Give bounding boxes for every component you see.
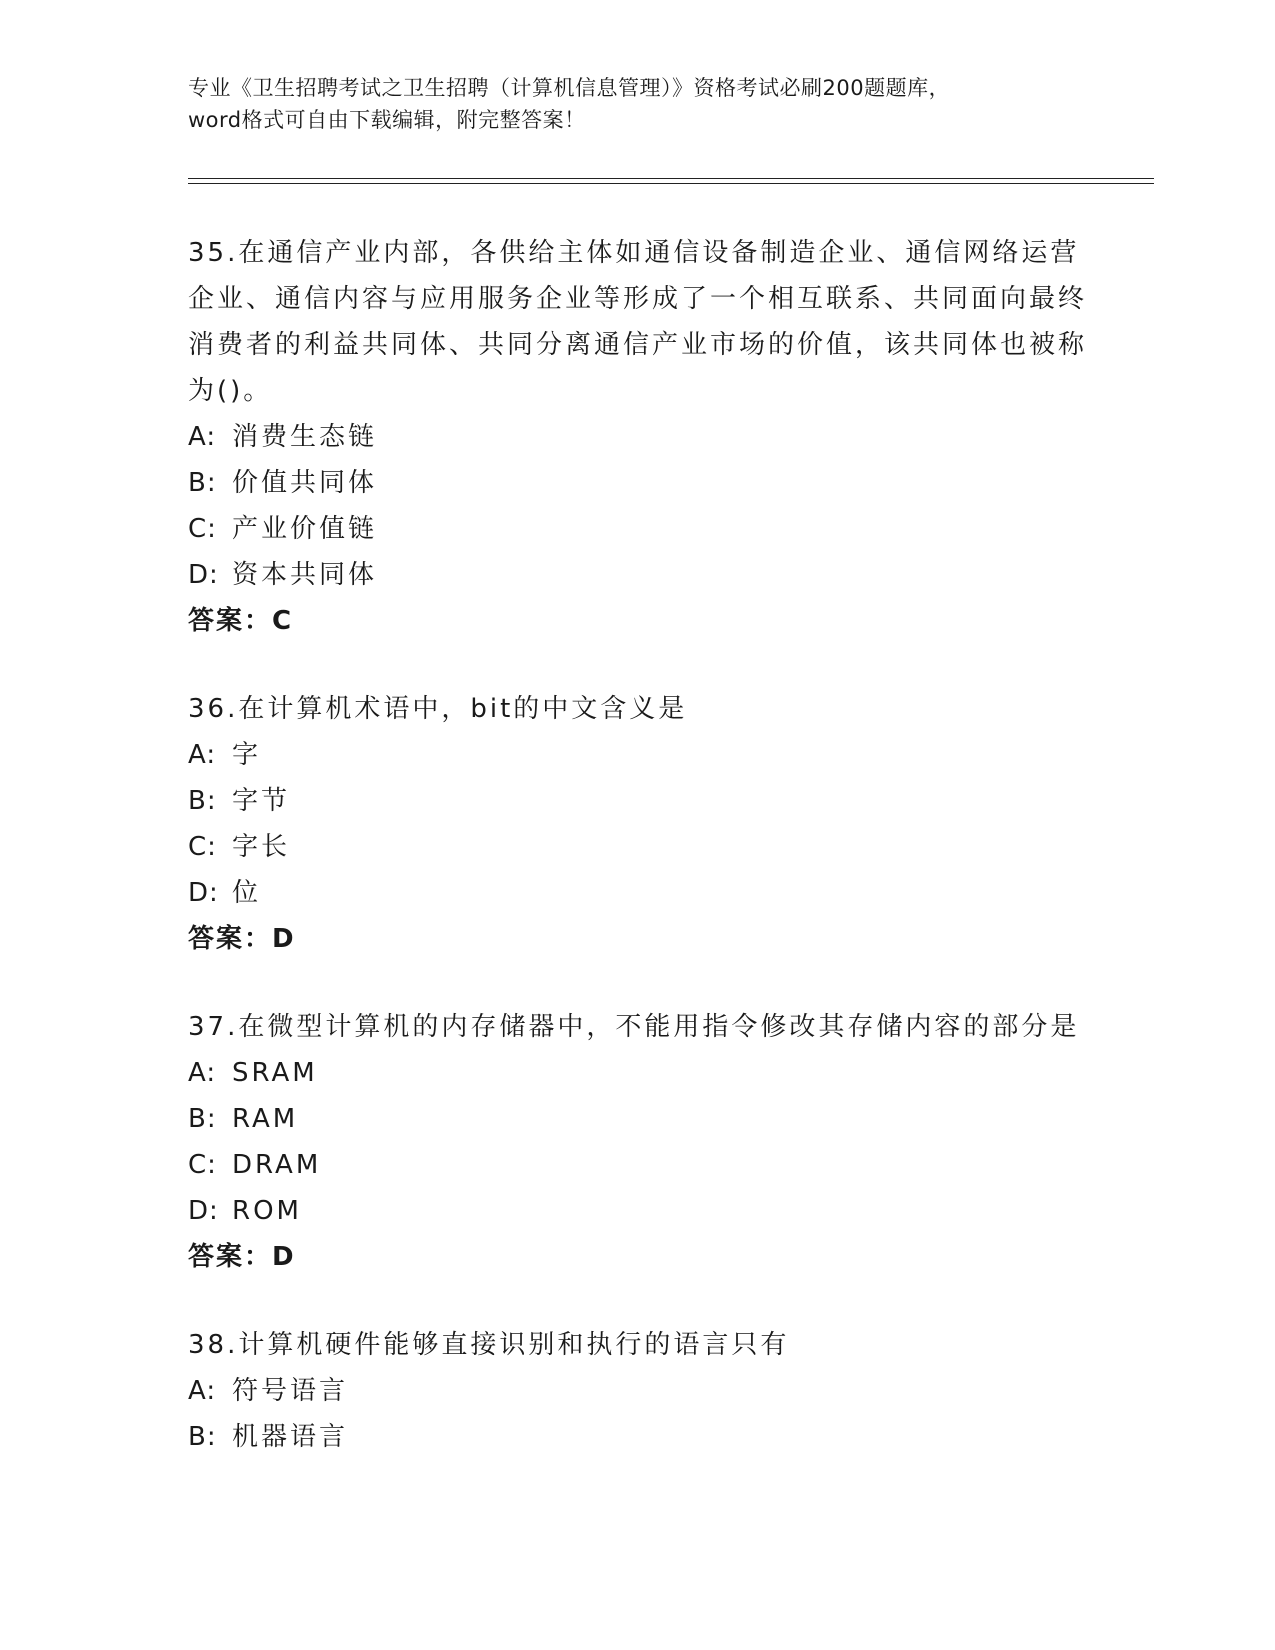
question-list [188, 230, 1088, 1502]
question-item [188, 1004, 1088, 1280]
option-text: 符号语言 [232, 1376, 349, 1406]
answer-line: 答案：D [188, 1242, 296, 1272]
option-text: 资本共同体 [232, 560, 378, 590]
option-letter: D: [188, 560, 219, 590]
option-text: 消费生态链 [232, 422, 378, 452]
question-option [188, 778, 1088, 824]
answer-line: 答案：C [188, 606, 294, 636]
question-stem: 38.计算机硬件能够直接识别和执行的语言只有 [188, 1330, 790, 1360]
option-text: 产业价值链 [232, 514, 378, 544]
question-option [188, 824, 1088, 870]
option-text: 位 [232, 878, 262, 908]
question-item [188, 230, 1088, 644]
question-option [188, 506, 1088, 552]
option-letter: A: [188, 740, 217, 770]
option-text: 机器语言 [232, 1422, 349, 1452]
header-line-2: word格式可自由下载编辑，附完整答案！ [188, 108, 586, 132]
document-header [188, 72, 1088, 136]
option-letter: C: [188, 1150, 217, 1180]
option-letter: D: [188, 878, 219, 908]
header-line-1: 专业《卫生招聘考试之卫生招聘（计算机信息管理）》资格考试必刷200题题库， [188, 76, 951, 100]
option-letter: B: [188, 1422, 217, 1452]
question-option [188, 552, 1088, 598]
option-text: DRAM [232, 1150, 322, 1180]
option-letter: A: [188, 1058, 217, 1088]
option-letter: A: [188, 422, 217, 452]
option-text: RAM [232, 1104, 299, 1134]
answer-line: 答案：D [188, 924, 296, 954]
option-text: 价值共同体 [232, 468, 378, 498]
question-item [188, 1322, 1088, 1460]
option-letter: D: [188, 1196, 219, 1226]
option-letter: C: [188, 514, 217, 544]
option-text: 字长 [232, 832, 291, 862]
question-item [188, 686, 1088, 962]
question-option [188, 1142, 1088, 1188]
question-option [188, 1050, 1088, 1096]
option-letter: A: [188, 1376, 217, 1406]
question-stem: 37.在微型计算机的内存储器中，不能用指令修改其存储内容的部分是 [188, 1012, 1080, 1042]
option-letter: B: [188, 1104, 217, 1134]
header-divider-bottom [188, 183, 1154, 184]
question-option [188, 1414, 1088, 1460]
option-text: 字 [232, 740, 262, 770]
option-letter: B: [188, 786, 217, 816]
option-text: 字节 [232, 786, 291, 816]
option-text: SRAM [232, 1058, 318, 1088]
option-letter: C: [188, 832, 217, 862]
question-option [188, 732, 1088, 778]
question-option [188, 870, 1088, 916]
option-letter: B: [188, 468, 217, 498]
header-divider-top [188, 178, 1154, 179]
option-text: ROM [232, 1196, 302, 1226]
question-stem: 35.在通信产业内部，各供给主体如通信设备制造企业、通信网络运营企业、通信内容与应用服务企业等形成了一个相互联系、共同面向最终消费者的利益共同体、共同分离通信产业市场的价值，该共同体也被称为()。 [188, 238, 1088, 406]
question-option [188, 1188, 1088, 1234]
question-option [188, 460, 1088, 506]
question-option [188, 1096, 1088, 1142]
question-option [188, 1368, 1088, 1414]
question-stem: 36.在计算机术语中，bit的中文含义是 [188, 694, 688, 724]
question-option [188, 414, 1088, 460]
